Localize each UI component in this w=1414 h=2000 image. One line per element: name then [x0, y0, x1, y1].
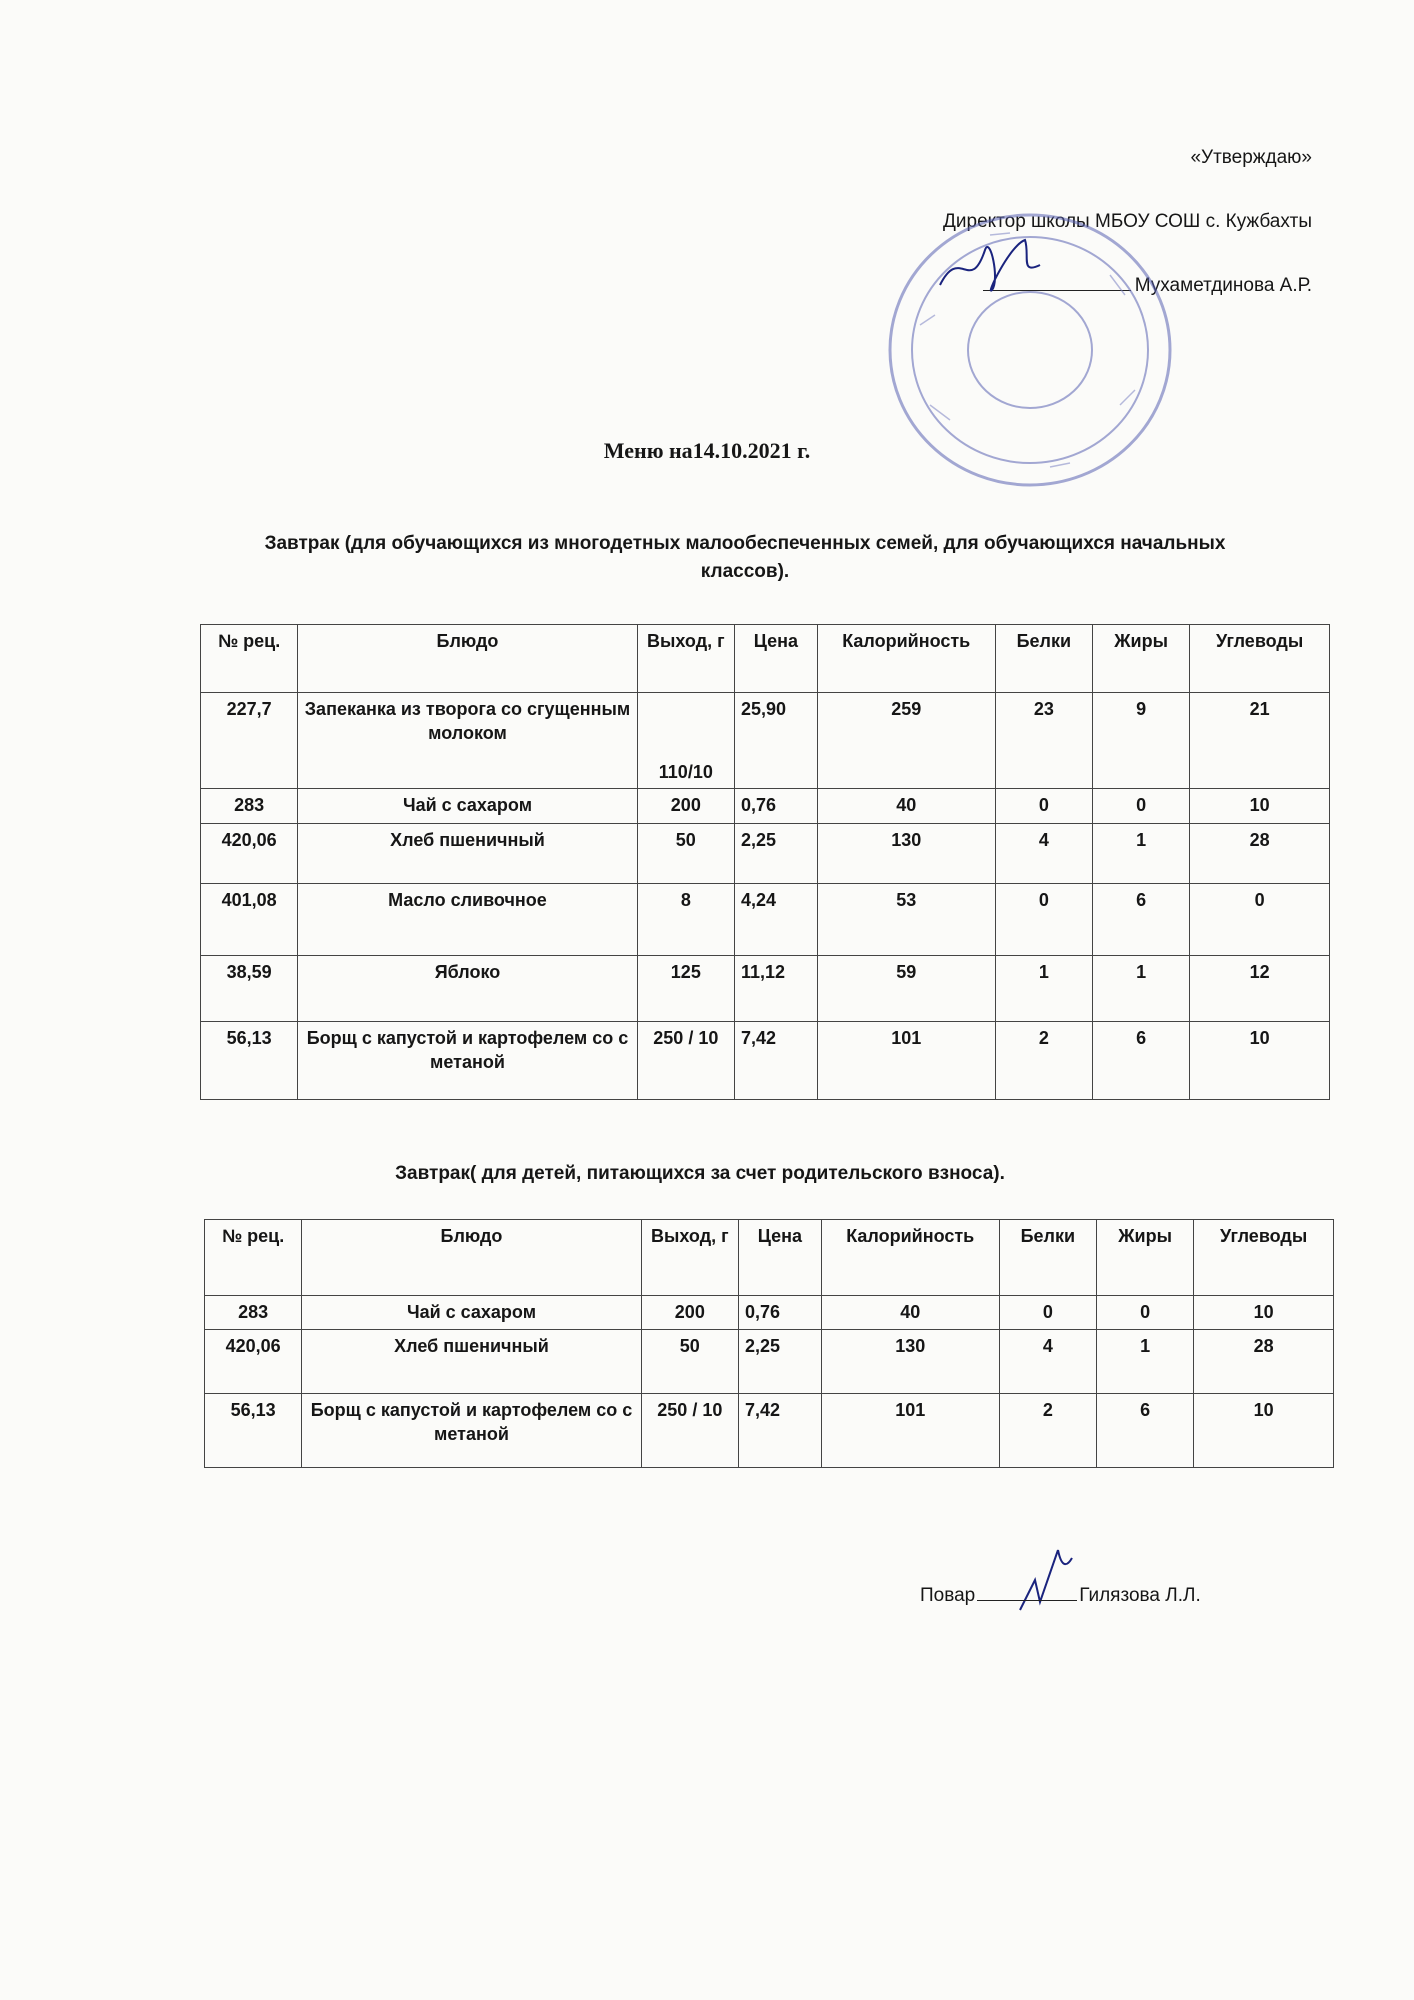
menu-table-2	[204, 1219, 1334, 1468]
col-price: Цена	[738, 1220, 821, 1296]
cell-dish: Масло сливочное	[298, 884, 637, 956]
cell-price: 0,76	[738, 1296, 821, 1330]
cell-proteins: 0	[995, 789, 1092, 824]
cell-proteins: 0	[995, 884, 1092, 956]
col-dish: Блюдо	[298, 625, 637, 693]
table-header-row	[205, 1220, 1334, 1296]
cell-carbs: 0	[1190, 884, 1330, 956]
table-row	[201, 884, 1330, 956]
col-proteins: Белки	[995, 625, 1092, 693]
cell-calories: 259	[817, 693, 995, 789]
cell-calories: 59	[817, 956, 995, 1022]
cell-dish: Яблоко	[298, 956, 637, 1022]
col-price: Цена	[734, 625, 817, 693]
col-yield: Выход, г	[637, 625, 734, 693]
cell-fats: 1	[1092, 956, 1189, 1022]
cell-price: 7,42	[734, 1022, 817, 1100]
cell-proteins: 4	[995, 824, 1092, 884]
section2-heading: Завтрак( для детей, питающихся за счет родительского взноса).	[395, 1163, 1005, 1184]
cell-calories: 53	[817, 884, 995, 956]
cell-yield: 50	[641, 1330, 738, 1394]
col-recipe-number: № рец.	[201, 625, 298, 693]
cook-signature-line	[977, 1600, 1077, 1601]
cell-dish: Чай с сахаром	[298, 789, 637, 824]
cell-recipe: 38,59	[201, 956, 298, 1022]
cell-fats: 1	[1096, 1330, 1193, 1394]
cell-fats: 0	[1092, 789, 1189, 824]
cell-recipe: 56,13	[201, 1022, 298, 1100]
cell-carbs: 10	[1190, 789, 1330, 824]
table-row	[201, 693, 1330, 789]
cell-dish: Борщ с капустой и картофелем со сметаной	[302, 1394, 641, 1468]
cell-price: 7,42	[738, 1394, 821, 1468]
cell-price: 0,76	[734, 789, 817, 824]
approval-position: Директор школы МБОУ СОШ с. Кужбахты	[943, 211, 1312, 232]
cell-proteins: 0	[999, 1296, 1096, 1330]
cell-carbs: 12	[1190, 956, 1330, 1022]
page-title: Меню на14.10.2021 г.	[603, 438, 811, 463]
cell-carbs: 10	[1194, 1296, 1334, 1330]
cell-recipe: 420,06	[201, 824, 298, 884]
cell-recipe: 420,06	[205, 1330, 302, 1394]
cell-price: 11,12	[734, 956, 817, 1022]
cell-price: 4,24	[734, 884, 817, 956]
cook-name: Гилязова Л.Л.	[1079, 1585, 1201, 1606]
table-row	[205, 1330, 1334, 1394]
col-calories: Калорийность	[821, 1220, 999, 1296]
cell-recipe: 401,08	[201, 884, 298, 956]
cell-dish: Чай с сахаром	[302, 1296, 641, 1330]
cell-yield: 8	[637, 884, 734, 956]
cell-fats: 1	[1092, 824, 1189, 884]
col-fats: Жиры	[1092, 625, 1189, 693]
cell-fats: 0	[1096, 1296, 1193, 1330]
cell-price: 2,25	[734, 824, 817, 884]
cell-dish: Хлеб пшеничный	[302, 1330, 641, 1394]
cook-label: Повар	[920, 1585, 976, 1606]
cell-carbs: 10	[1190, 1022, 1330, 1100]
cell-yield: 50	[637, 824, 734, 884]
cell-price: 2,25	[738, 1330, 821, 1394]
cook-signature	[1000, 1540, 1100, 1620]
cell-proteins: 2	[999, 1394, 1096, 1468]
cell-fats: 6	[1096, 1394, 1193, 1468]
cook-line	[920, 1585, 1201, 1607]
cell-dish: Борщ с капустой и картофелем со сметаной	[298, 1022, 637, 1100]
cell-proteins: 4	[999, 1330, 1096, 1394]
cell-carbs: 10	[1194, 1394, 1334, 1468]
table-row	[201, 789, 1330, 824]
col-yield: Выход, г	[641, 1220, 738, 1296]
col-recipe-number: № рец.	[205, 1220, 302, 1296]
cell-calories: 101	[821, 1394, 999, 1468]
director-name: Мухаметдинова А.Р.	[1134, 275, 1312, 296]
cell-fats: 6	[1092, 1022, 1189, 1100]
col-dish: Блюдо	[302, 1220, 641, 1296]
table-row	[205, 1394, 1334, 1468]
cell-calories: 40	[821, 1296, 999, 1330]
cell-yield: 250 / 10	[641, 1394, 738, 1468]
table-row	[201, 824, 1330, 884]
cell-recipe: 283	[201, 789, 298, 824]
cell-proteins: 23	[995, 693, 1092, 789]
cell-calories: 40	[817, 789, 995, 824]
menu-table-1	[200, 624, 1330, 1100]
cell-fats: 6	[1092, 884, 1189, 956]
cell-yield: 125	[637, 956, 734, 1022]
section1-heading: Завтрак (для обучающихся из многодетных малообеспеченных семей, для обучающихся начальных классов).	[264, 533, 1226, 582]
cell-dish: Запеканка из творога со сгущенным молоком	[298, 693, 637, 789]
cell-yield: 200	[637, 789, 734, 824]
table-header-row	[201, 625, 1330, 693]
cell-recipe: 283	[205, 1296, 302, 1330]
cell-recipe: 227,7	[201, 693, 298, 789]
approval-title: «Утверждаю»	[1190, 147, 1312, 168]
col-proteins: Белки	[999, 1220, 1096, 1296]
cell-yield: 200	[641, 1296, 738, 1330]
cell-proteins: 2	[995, 1022, 1092, 1100]
cell-calories: 101	[817, 1022, 995, 1100]
col-fats: Жиры	[1096, 1220, 1193, 1296]
cell-yield: 110/10	[637, 693, 734, 789]
table-row	[201, 1022, 1330, 1100]
cell-price: 25,90	[734, 693, 817, 789]
cell-proteins: 1	[995, 956, 1092, 1022]
cell-carbs: 28	[1194, 1330, 1334, 1394]
cell-calories: 130	[821, 1330, 999, 1394]
cell-fats: 9	[1092, 693, 1189, 789]
col-carbs: Углеводы	[1190, 625, 1330, 693]
table-row	[205, 1296, 1334, 1330]
cell-yield: 250 / 10	[637, 1022, 734, 1100]
cell-recipe: 56,13	[205, 1394, 302, 1468]
table-row	[201, 956, 1330, 1022]
col-carbs: Углеводы	[1194, 1220, 1334, 1296]
cell-dish: Хлеб пшеничный	[298, 824, 637, 884]
cell-carbs: 21	[1190, 693, 1330, 789]
cell-calories: 130	[817, 824, 995, 884]
col-calories: Калорийность	[817, 625, 995, 693]
cell-carbs: 28	[1190, 824, 1330, 884]
